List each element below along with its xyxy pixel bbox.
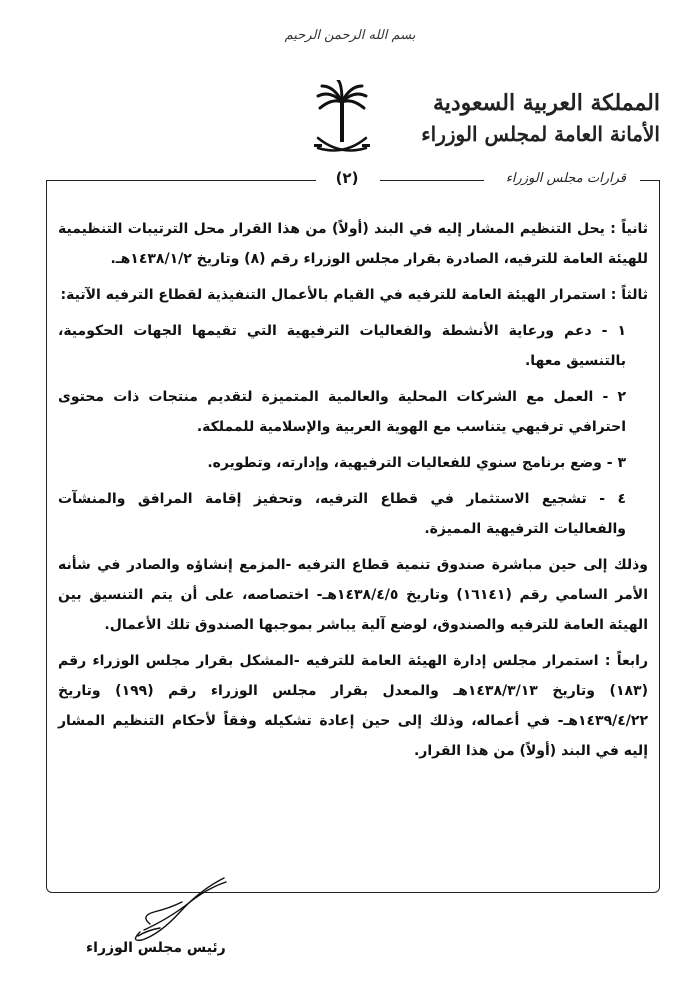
clause-label: رابعاً : bbox=[604, 653, 648, 669]
signature-title: رئيس مجلس الوزراء bbox=[86, 940, 226, 956]
clause-third-note: وذلك إلى حين مباشرة صندوق تنمية قطاع الترفيه -المزمع إنشاؤه والصادر في شأنه الأمر السامي رقم (١٦١٤١) وتاريخ ١٤٣٨/٤/٥هـ- اختصاصه، على أن يتم التنسيق بين الهيئة العامة للترفيه والصندوق، لوضع آلية يباشر بموجبها الصندوق تلك الأعمال. bbox=[58, 557, 648, 633]
list-item: ١ - دعم ورعاية الأنشطة والفعاليات الترفيهية التي تقيمها الجهات الحكومية، بالتنسيق معها. bbox=[58, 323, 626, 369]
list-item: ٤ - تشجيع الاستثمار في قطاع الترفيه، وتحفيز إقامة المرافق والمنشآت والفعاليات الترفيهية المميزة. bbox=[58, 491, 626, 537]
list-item: ٣ - وضع برنامج سنوي للفعاليات الترفيهية، وإدارته، وتطويره. bbox=[207, 455, 626, 471]
clause-fourth bbox=[58, 646, 648, 766]
page-number: (٢) bbox=[322, 169, 372, 187]
list-item: ٢ - العمل مع الشركات المحلية والعالمية المتميزة لتقديم منتجات ذات محتوى احترافي ترفيهي يتناسب مع الهوية العربية والإسلامية للمملكة. bbox=[58, 389, 626, 435]
clause-third bbox=[58, 280, 648, 310]
clause-text: استمرار مجلس إدارة الهيئة العامة للترفيه -المشكل بقرار مجلس الوزراء رقم (١٨٣) وتاريخ ١٤٣٨/٣/١٣هـ والمعدل بقرار مجلس الوزراء رقم (١٩٩) وتاريخ ١٤٣٩/٤/٢٢هـ- في أعماله، وذلك إلى حين إعادة تشكيله وفقاً لأحكام التنظيم المشار إليه في البند (أولاً) من هذا القرار. bbox=[58, 653, 648, 759]
section-title: قرارات مجلس الوزراء bbox=[500, 171, 632, 186]
basmala-heading: بسم الله الرحمن الرحيم bbox=[284, 28, 416, 43]
kingdom-title: المملكة العربية السعودية bbox=[432, 90, 660, 116]
clause-label: ثالثاً : bbox=[610, 287, 648, 303]
clause-second bbox=[58, 214, 648, 274]
decision-body bbox=[58, 214, 648, 772]
secretariat-title: الأمانة العامة لمجلس الوزراء bbox=[421, 122, 660, 146]
clause-text: يحل التنظيم المشار إليه في البند (أولاً) من هذا القرار محل الترتيبات التنظيمية للهيئة العامة للترفيه، الصادرة بقرار مجلس الوزراء رقم (٨) وتاريخ ١٤٣٨/١/٢هـ. bbox=[58, 221, 648, 267]
palm-swords-emblem-icon bbox=[312, 80, 372, 162]
clause-label: ثانياً : bbox=[610, 221, 649, 237]
clause-text: استمرار الهيئة العامة للترفيه في القيام بالأعمال التنفيذية لقطاع الترفيه الآتية: bbox=[60, 287, 606, 303]
